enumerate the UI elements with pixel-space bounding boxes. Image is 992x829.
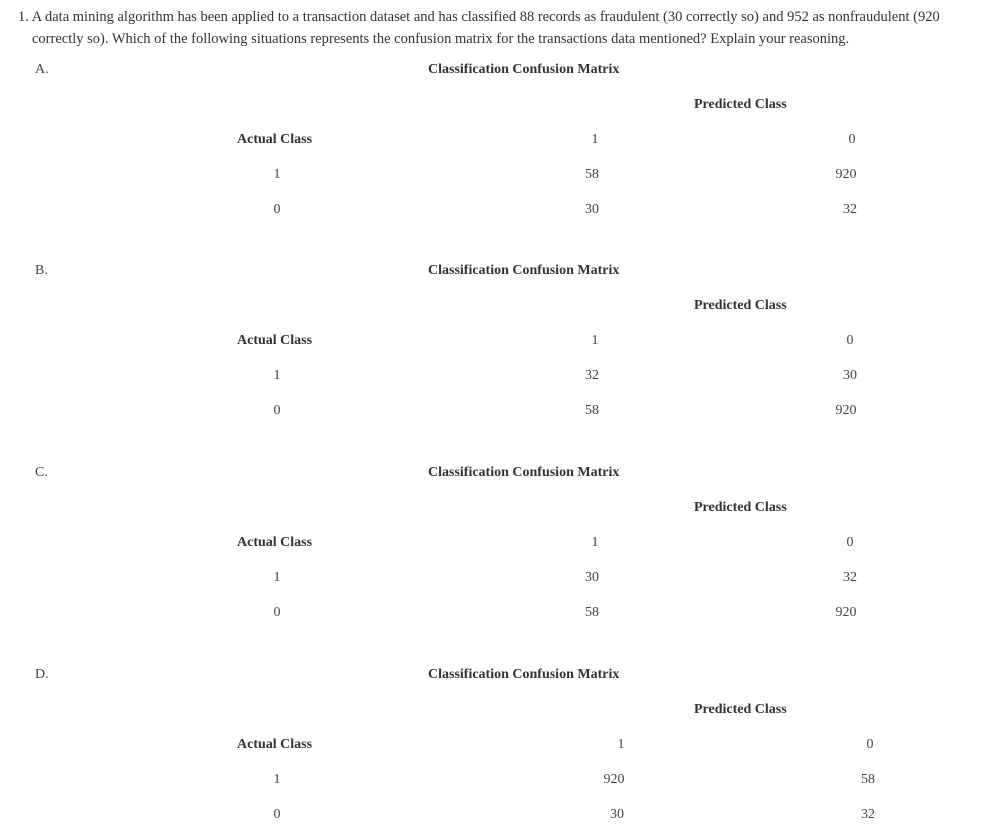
row-label-0: 0: [273, 605, 281, 620]
col-header-0: 0: [846, 333, 854, 348]
actual-class-label: Actual Class: [237, 132, 313, 147]
cell-value: 58: [861, 772, 875, 787]
cell-value: 30: [585, 570, 599, 585]
actual-class-label: Actual Class: [237, 333, 313, 348]
cell-value: 32: [585, 368, 599, 383]
predicted-class-label: Predicted Class: [694, 500, 787, 515]
cell-value: 32: [843, 202, 857, 217]
cell-value: 32: [861, 807, 875, 822]
cell-value: 30: [843, 368, 857, 383]
matrix-title: Classification Confusion Matrix: [428, 62, 620, 77]
actual-class-label: Actual Class: [237, 737, 313, 752]
question-text: [18, 6, 990, 50]
row-label-1: 1: [273, 368, 281, 383]
cell-value: 920: [835, 403, 857, 418]
predicted-class-label: Predicted Class: [694, 97, 787, 112]
cell-value: 58: [585, 605, 599, 620]
col-header-1: 1: [617, 737, 625, 752]
option-letter: D.: [35, 667, 49, 682]
row-label-1: 1: [273, 167, 281, 182]
col-header-1: 1: [591, 535, 599, 550]
row-label-1: 1: [273, 772, 281, 787]
question-line-2: correctly so). Which of the following situations represents the confusion matrix for the transactions data mentioned? Explain your reasoning.: [32, 31, 850, 47]
col-header-1: 1: [591, 132, 599, 147]
actual-class-label: Actual Class: [237, 535, 313, 550]
cell-value: 58: [585, 403, 599, 418]
question-number: 1.: [18, 9, 29, 25]
col-header-0: 0: [866, 737, 874, 752]
row-label-0: 0: [273, 403, 281, 418]
matrix-title: Classification Confusion Matrix: [428, 465, 620, 480]
question-line-1: A data mining algorithm has been applied to a transaction dataset and has classified 88 records as fraudulent (30 correctly so) and 952 as nonfraudulent (920: [31, 9, 940, 25]
matrix-title: Classification Confusion Matrix: [428, 263, 620, 278]
predicted-class-label: Predicted Class: [694, 702, 787, 717]
cell-value: 32: [843, 570, 857, 585]
predicted-class-label: Predicted Class: [694, 298, 787, 313]
cell-value: 920: [835, 167, 857, 182]
col-header-0: 0: [846, 535, 854, 550]
matrix-title: Classification Confusion Matrix: [428, 667, 620, 682]
option-letter: C.: [35, 465, 48, 480]
row-label-0: 0: [273, 202, 281, 217]
cell-value: 920: [835, 605, 857, 620]
cell-value: 30: [585, 202, 599, 217]
col-header-1: 1: [591, 333, 599, 348]
cell-value: 58: [585, 167, 599, 182]
cell-value: 920: [603, 772, 625, 787]
option-letter: B.: [35, 263, 48, 278]
cell-value: 30: [610, 807, 624, 822]
col-header-0: 0: [848, 132, 856, 147]
option-letter: A.: [35, 62, 49, 77]
row-label-1: 1: [273, 570, 281, 585]
row-label-0: 0: [273, 807, 281, 822]
